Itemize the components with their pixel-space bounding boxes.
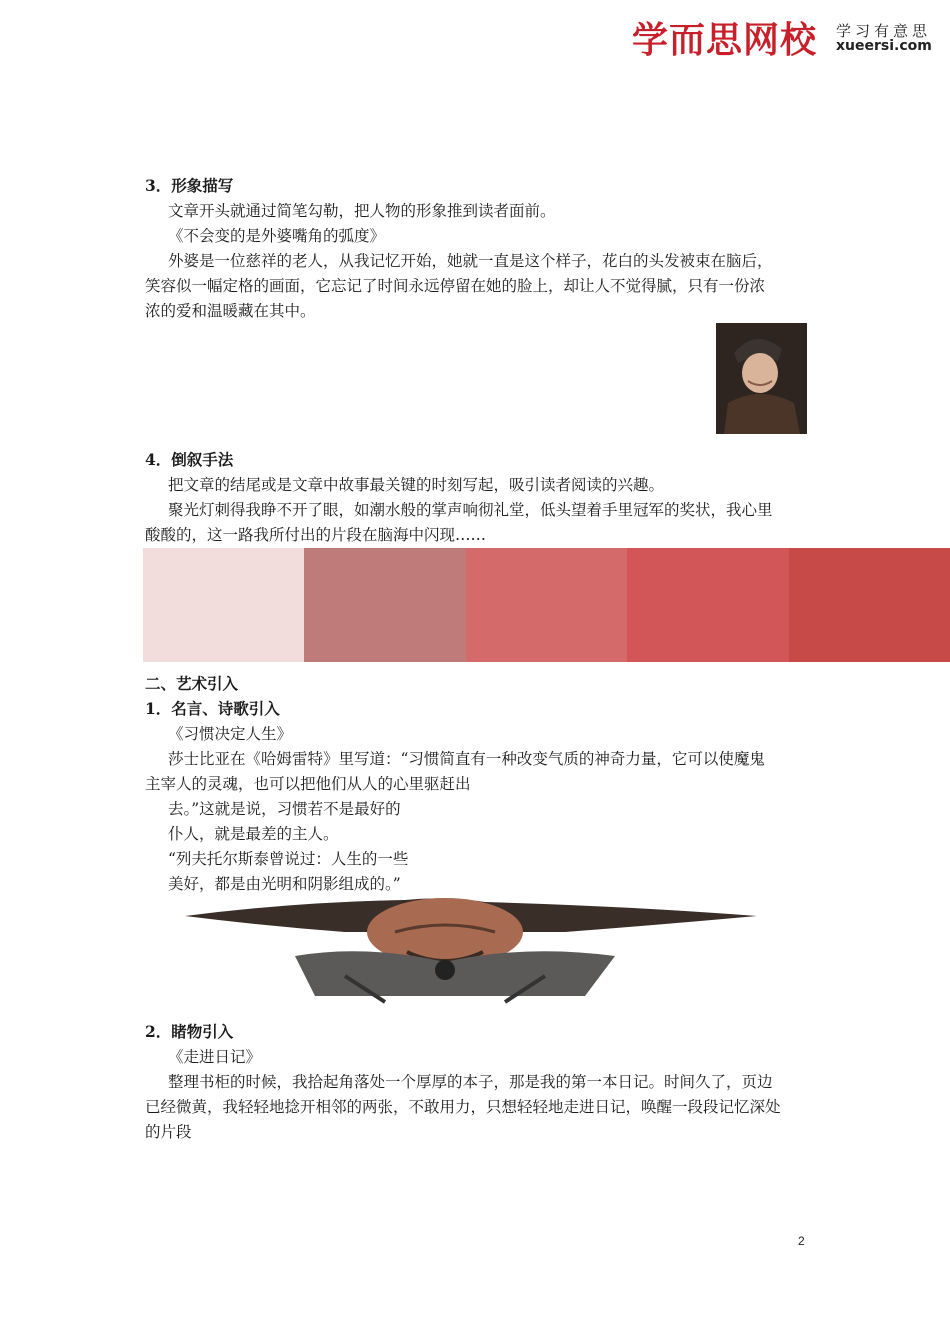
subsection-1-body-line: 仆人，就是最差的主人。 bbox=[168, 825, 339, 843]
subsection-2-body-line: 整理书柜的时候，我拾起角落处一个厚厚的本子，那是我的第一本日记。时间久了，页边 bbox=[168, 1073, 773, 1091]
subsection-1-body-line: 美好，都是由光明和阴影组成的。” bbox=[168, 875, 401, 893]
section-4-heading: 4．倒叙手法 bbox=[145, 450, 234, 469]
subsection-2-heading: 2．睹物引入 bbox=[145, 1022, 234, 1041]
page-number: 2 bbox=[798, 1234, 805, 1248]
banner-segment bbox=[466, 548, 627, 662]
banner-segment bbox=[143, 548, 304, 662]
section-3-body-line: 笑容似一幅定格的画面，它忘记了时间永远停留在她的脸上，却让人不觉得腻，只有一份浓 bbox=[145, 277, 766, 295]
subsection-1-heading: 1．名言、诗歌引入 bbox=[145, 699, 280, 718]
section-3-heading: 3．形象描写 bbox=[145, 176, 234, 195]
subsection-2-body-line: 的片段 bbox=[145, 1123, 192, 1141]
section-4-description: 把文章的结尾或是文章中故事最关键的时刻写起，吸引读者阅读的兴趣。 bbox=[168, 476, 665, 494]
shakespeare-caricature bbox=[145, 896, 760, 1004]
banner-segment bbox=[627, 548, 788, 662]
section-4-body-line: 酸酸的，这一路我所付出的片段在脑海中闪现…… bbox=[145, 526, 487, 544]
banner-segment bbox=[304, 548, 465, 662]
logo-main-text: 学而思网校 bbox=[632, 20, 818, 61]
subsection-2-example-title: 《走进日记》 bbox=[168, 1048, 262, 1066]
section-3-description: 文章开头就通过简笔勾勒，把人物的形象推到读者面前。 bbox=[168, 202, 556, 220]
logo-url: xueersi.com bbox=[836, 38, 932, 54]
subsection-1-body-line: 去。”这就是说，习惯若不是最好的 bbox=[168, 800, 401, 818]
logo-tagline: 学习有意思 bbox=[836, 22, 932, 40]
section-3-example-title: 《不会变的是外婆嘴角的弧度》 bbox=[168, 227, 386, 245]
grandmother-photo bbox=[716, 323, 807, 434]
xueersi-logo bbox=[632, 10, 932, 61]
section-3-body-line: 浓的爱和温暖藏在其中。 bbox=[145, 302, 316, 320]
part-2-heading: 二、艺术引入 bbox=[145, 674, 239, 693]
section-3-body-line: 外婆是一位慈祥的老人，从我记忆开始，她就一直是这个样子，花白的头发被束在脑后， bbox=[168, 252, 773, 270]
decorative-color-banner bbox=[143, 548, 950, 662]
banner-segment bbox=[789, 548, 950, 662]
subsection-1-example-title: 《习惯决定人生》 bbox=[168, 725, 293, 743]
subsection-1-body-line: “列夫托尔斯泰曾说过：人生的一些 bbox=[168, 850, 409, 868]
subsection-1-body-line: 主宰人的灵魂，也可以把他们从人的心里驱赶出 bbox=[145, 775, 471, 793]
section-4-body-line: 聚光灯刺得我睁不开了眼，如潮水般的掌声响彻礼堂，低头望着手里冠军的奖状，我心里 bbox=[168, 501, 773, 519]
subsection-2-body-line: 已经微黄，我轻轻地捻开相邻的两张，不敢用力，只想轻轻地走进日记，唤醒一段段记忆深处 bbox=[145, 1098, 781, 1116]
subsection-1-body-line: 莎士比亚在《哈姆雷特》里写道：“习惯简直有一种改变气质的神奇力量，它可以使魔鬼 bbox=[168, 750, 765, 768]
